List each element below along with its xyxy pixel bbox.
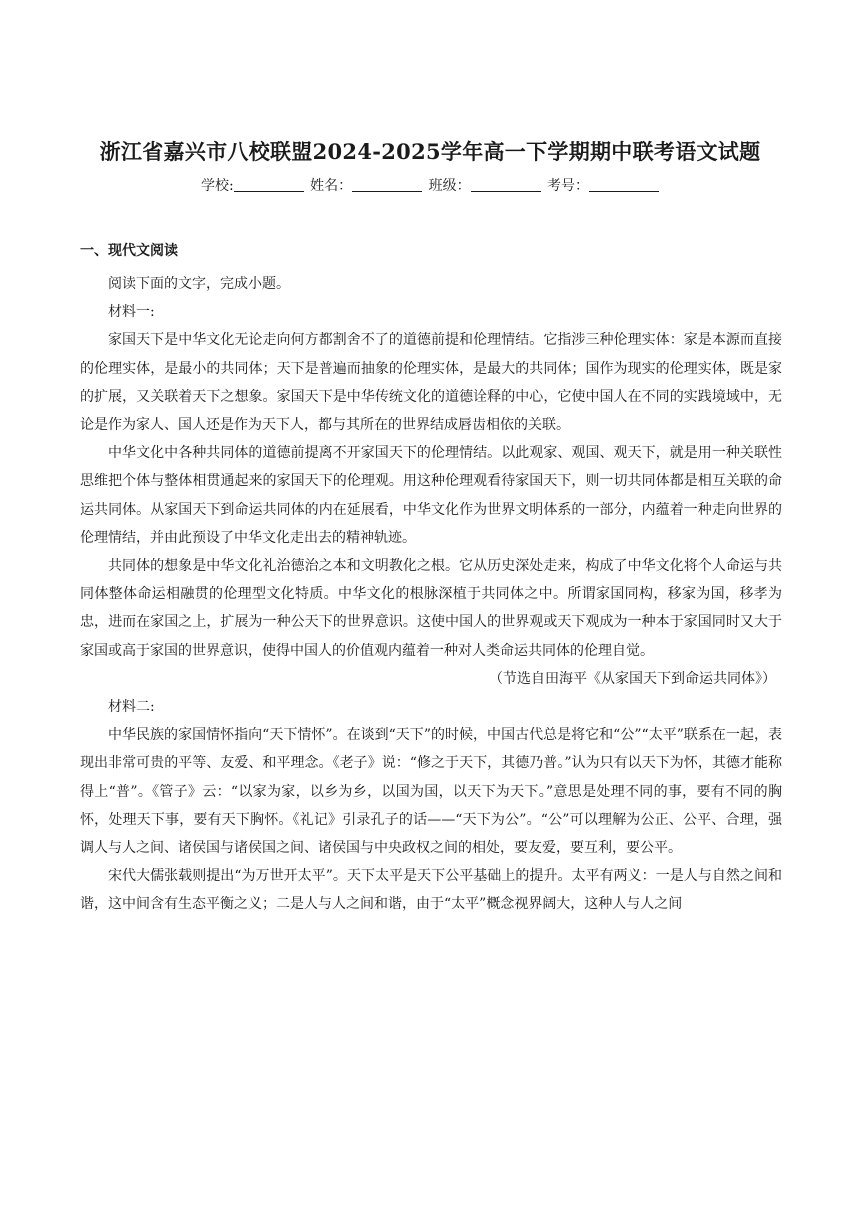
exam-number-blank[interactable] [589, 177, 659, 192]
material1-source: （节选自田海平《从家国天下到命运共同体》） [489, 670, 776, 687]
material2-label: 材料二: [108, 699, 155, 716]
material1-paragraph: 共同体的想象是中华文化礼治德治之本和文明教化之根。它从历史深处走来，构成了中华文化将个人命运与共同体整体命运相融贯的伦理型文化特质。中华文化的根脉深植于共同体之中。所谓家国同构，移家为国，移孝为忠，进而在家国之上，扩展为一种公天下的世界意识。这使中国人的世界观或天下观成为一种本于家国同时又大于家国或高于家国的世界意识，使得中国人的价值观内蕴着一种对人类命运共同体的伦理自觉。 [80, 558, 782, 659]
material1-paragraph: 家国天下是中华文化无论走向何方都割舍不了的道德前提和伦理情结。它指涉三种伦理实体：家是本源而直接的伦理实体，是最小的共同体；天下是普遍而抽象的伦理实体，是最大的共同体；国作为现实的伦理实体，既是家的扩展，又关联着天下之想象。家国天下是中华传统文化的道德诠释的中心，它使中国人在不同的实践境域中，无论是作为家人、国人还是作为天下人，都与其所在的世界结成唇齿相依的关联。 [80, 332, 782, 434]
name-blank[interactable] [352, 177, 422, 192]
instruction-text: 阅读下面的文字，完成小题。 [108, 276, 290, 292]
material1-label: 材料一: [108, 304, 155, 321]
class-label: 班级： [428, 178, 471, 194]
school-blank[interactable] [234, 177, 304, 192]
exam-number-label: 考号： [547, 178, 590, 194]
exam-number-field [547, 175, 659, 195]
reading-section [80, 232, 782, 919]
material2-paragraph: 宋代大儒张载则提出“为万世开太平”。天下太平是天下公平基础上的提升。太平有两义：一是人与自然之间和谐，这中间含有生态平衡之义；二是人与人之间和谐，由于“太平”概念视界阔大，这种人与人之间 [80, 868, 782, 913]
student-info-line [0, 175, 860, 195]
class-blank[interactable] [471, 177, 541, 192]
section-heading: 一、现代文阅读 [80, 243, 178, 259]
school-label: 学校: [200, 178, 234, 194]
name-field [310, 175, 422, 195]
material2-paragraph: 中华民族的家国情怀指向“天下情怀”。在谈到“天下”的时候，中国古代总是将它和“公”“太平”联系在一起，表现出非常可贵的平等、友爱、和平理念。《老子》说：“修之于天下，其德乃普。”认为只有以天下为怀，其德才能称得上“普”。《管子》云：“以家为家，以乡为乡，以国为国，以天下为天下。”意思是处理不同的事，要有不同的胸怀，处理天下事，要有天下胸怀。《礼记》引录孔子的话——“天下为公”。“公”可以理解为公正、公平、合理，强调人与人之间、诸侯国与诸侯国之间、诸侯国与中央政权之间的相处，要友爱，要互利，要公平。 [80, 727, 782, 857]
school-field [201, 175, 304, 195]
class-field [429, 175, 541, 195]
name-label: 姓名： [310, 178, 353, 194]
material1-paragraph: 中华文化中各种共同体的道德前提离不开家国天下的伦理情结。以此观家、观国、观天下，就是用一种关联性思维把个体与整体相贯通起来的家国天下的伦理观。用这种伦理观看待家国天下，则一切共同体都是相互关联的命运共同体。从家国天下到命运共同体的内在延展看，中华文化作为世界文明体系的一部分，内蕴着一种走向世界的伦理情结，并由此预设了中华文化走出去的精神轨迹。 [80, 445, 782, 546]
document-title: 浙江省嘉兴市八校联盟2024-2025学年高一下学期期中联考语文试题 [99, 139, 761, 164]
